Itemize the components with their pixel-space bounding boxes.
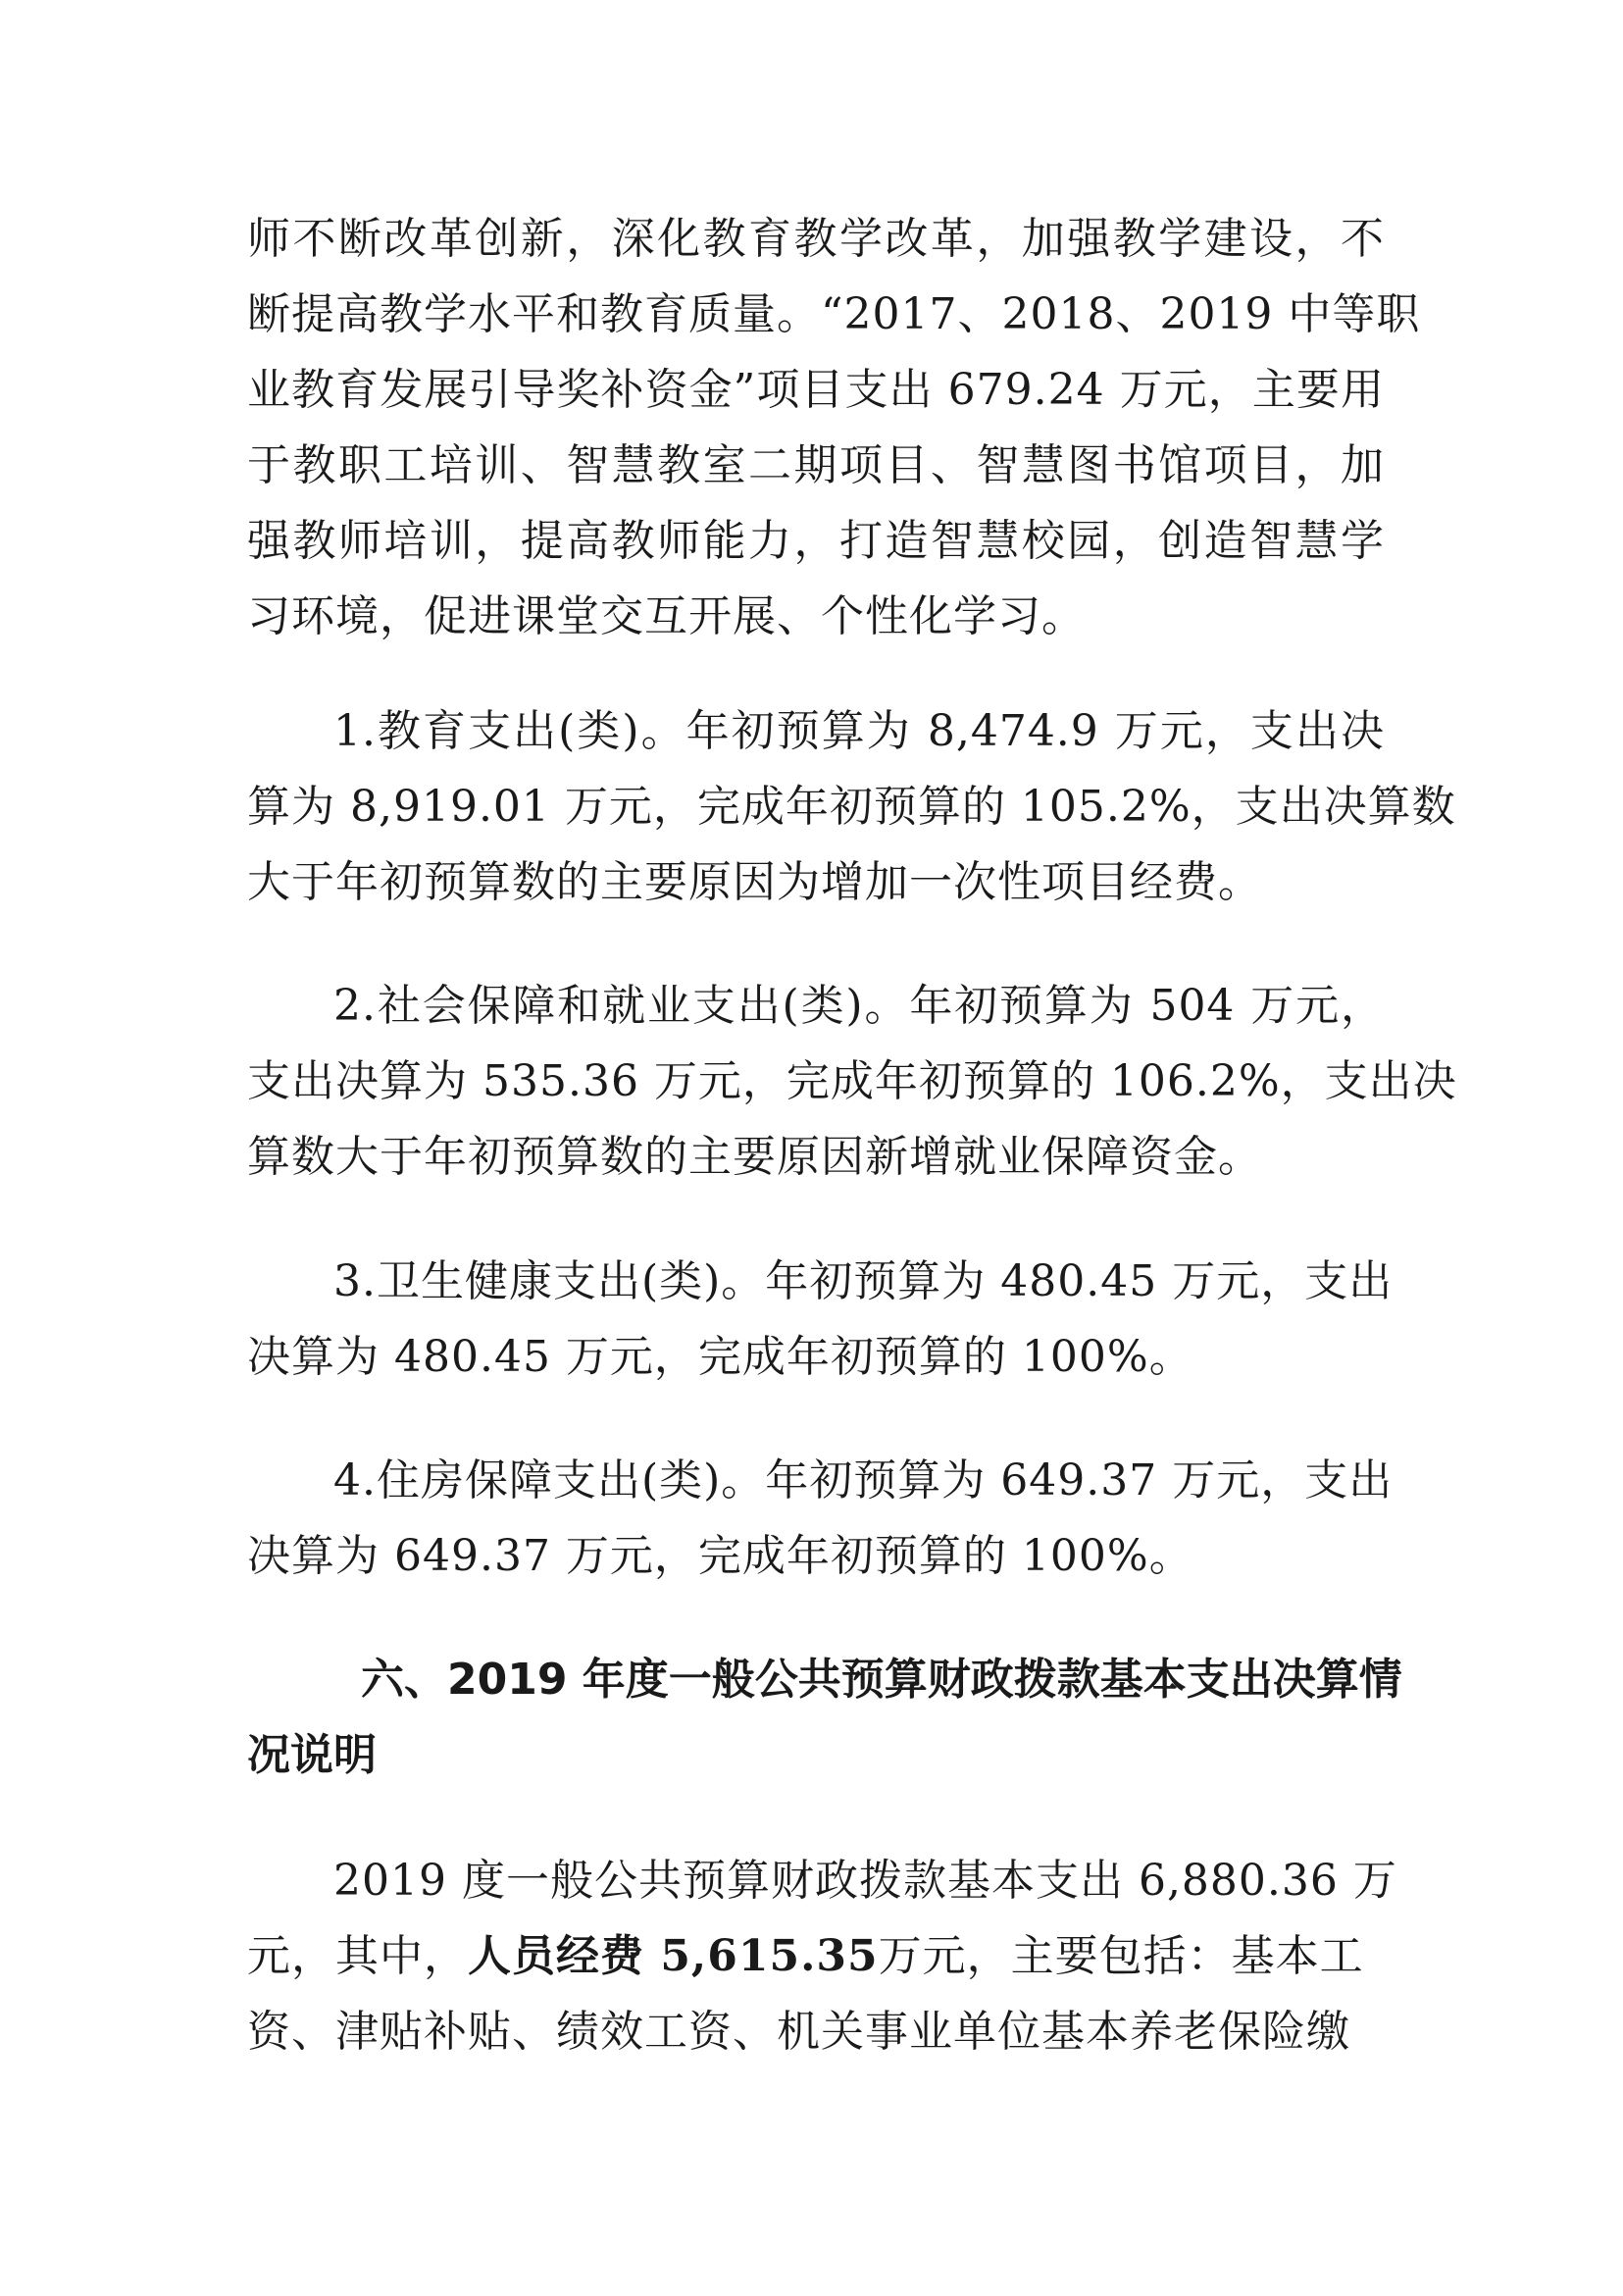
paragraph-line: 于教职工培训、智慧教室二期项目、智慧图书馆项目，加 (247, 440, 1385, 490)
item-2-line: 支出决算为 535.36 万元，完成年初预算的 106.2%，支出决 (247, 1056, 1457, 1106)
paragraph-line: 习环境，促进课堂交互开展、个性化学习。 (247, 591, 1086, 641)
body-text-prefix: 元，其中， (247, 1931, 468, 1981)
paragraph-line: 断提高教学水平和教育质量。“2017、2018、2019 中等职 (247, 289, 1421, 339)
section-body-line: 2019 度一般公共预算财政拨款基本支出 6,880.36 万 (333, 1856, 1397, 1906)
item-1-line: 算为 8,919.01 万元，完成年初预算的 105.2%，支出决算数 (247, 782, 1456, 832)
paragraph-line: 强教师培训，提高教师能力，打造智慧校园，创造智慧学 (247, 516, 1385, 566)
section-heading: 六、2019 年度一般公共预算财政拨款基本支出决算情 (361, 1655, 1402, 1705)
item-1-line: 大于年初预算数的主要原因为增加一次性项目经费。 (247, 857, 1262, 907)
item-3-line: 3.卫生健康支出(类)。年初预算为 480.45 万元，支出 (333, 1256, 1394, 1306)
body-text-suffix: 万元，主要包括：基本工 (878, 1931, 1364, 1981)
item-2-line: 算数大于年初预算数的主要原因新增就业保障资金。 (247, 1132, 1262, 1182)
item-4-line: 决算为 649.37 万元，完成年初预算的 100%。 (247, 1531, 1193, 1581)
paragraph-line: 师不断改革创新，深化教育教学改革，加强教学建设，不 (247, 214, 1385, 264)
item-3-line: 决算为 480.45 万元，完成年初预算的 100%。 (247, 1332, 1193, 1382)
item-1-line: 1.教育支出(类)。年初预算为 8,474.9 万元，支出决 (333, 706, 1385, 756)
section-heading: 况说明 (247, 1730, 377, 1780)
paragraph-line: 业教育发展引导奖补资金”项目支出 679.24 万元，主要用 (247, 365, 1385, 415)
item-2-line: 2.社会保障和就业支出(类)。年初预算为 504 万元， (333, 981, 1385, 1031)
section-body-line: 资、津贴补贴、绩效工资、机关事业单位基本养老保险缴 (247, 2007, 1350, 2057)
item-4-line: 4.住房保障支出(类)。年初预算为 649.37 万元，支出 (333, 1455, 1394, 1505)
personnel-cost-highlight: 人员经费 5,615.35 (468, 1931, 879, 1981)
section-body-line (247, 1927, 1385, 1986)
